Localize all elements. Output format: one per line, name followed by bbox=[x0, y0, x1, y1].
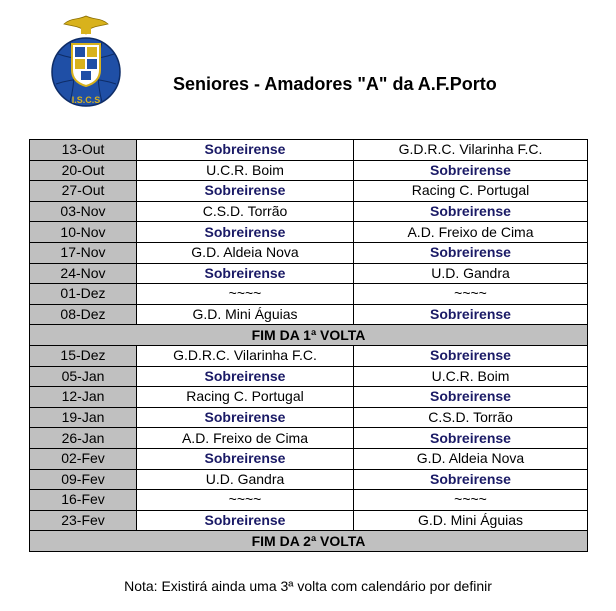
fixture-row bbox=[30, 387, 588, 408]
round-separator-label: FIM DA 1ª VOLTA bbox=[30, 325, 588, 346]
home-team: ~~~~ bbox=[137, 284, 354, 305]
fixture-date: 09-Fev bbox=[30, 469, 137, 490]
fixture-row bbox=[30, 263, 588, 284]
round-separator-row bbox=[30, 325, 588, 346]
fixture-row bbox=[30, 201, 588, 222]
home-team: U.C.R. Boim bbox=[137, 160, 354, 181]
away-team: Sobreirense bbox=[354, 387, 588, 408]
home-team: Sobreirense bbox=[137, 222, 354, 243]
fixture-row bbox=[30, 160, 588, 181]
fixture-date: 13-Out bbox=[30, 140, 137, 161]
fixture-row bbox=[30, 407, 588, 428]
fixture-date: 01-Dez bbox=[30, 284, 137, 305]
fixture-date: 27-Out bbox=[30, 181, 137, 202]
home-team: G.D.R.C. Vilarinha F.C. bbox=[137, 345, 354, 366]
fixture-date: 12-Jan bbox=[30, 387, 137, 408]
logo-lettering: I.S.C.S bbox=[71, 95, 101, 105]
fixture-date: 08-Dez bbox=[30, 304, 137, 325]
away-team: Sobreirense bbox=[354, 242, 588, 263]
home-team: G.D. Aldeia Nova bbox=[137, 242, 354, 263]
home-team: C.S.D. Torrão bbox=[137, 201, 354, 222]
fixture-date: 23-Fev bbox=[30, 510, 137, 531]
fixture-row bbox=[30, 304, 588, 325]
fixture-row bbox=[30, 448, 588, 469]
away-team: C.S.D. Torrão bbox=[354, 407, 588, 428]
fixture-date: 02-Fev bbox=[30, 448, 137, 469]
away-team: G.D. Mini Águias bbox=[354, 510, 588, 531]
away-team: U.D. Gandra bbox=[354, 263, 588, 284]
away-team: G.D.R.C. Vilarinha F.C. bbox=[354, 140, 588, 161]
away-team: ~~~~ bbox=[354, 490, 588, 511]
fixture-date: 16-Fev bbox=[30, 490, 137, 511]
home-team: U.D. Gandra bbox=[137, 469, 354, 490]
away-team: Sobreirense bbox=[354, 469, 588, 490]
fixture-row bbox=[30, 181, 588, 202]
away-team: ~~~~ bbox=[354, 284, 588, 305]
fixture-row bbox=[30, 366, 588, 387]
fixture-row bbox=[30, 284, 588, 305]
fixture-date: 19-Jan bbox=[30, 407, 137, 428]
fixture-row bbox=[30, 140, 588, 161]
home-team: Sobreirense bbox=[137, 140, 354, 161]
fixture-row bbox=[30, 345, 588, 366]
fixture-row bbox=[30, 242, 588, 263]
home-team: Sobreirense bbox=[137, 366, 354, 387]
fixture-row bbox=[30, 490, 588, 511]
home-team: Racing C. Portugal bbox=[137, 387, 354, 408]
club-logo bbox=[48, 14, 124, 108]
home-team: A.D. Freixo de Cima bbox=[137, 428, 354, 449]
away-team: A.D. Freixo de Cima bbox=[354, 222, 588, 243]
fixture-row bbox=[30, 469, 588, 490]
fixture-date: 24-Nov bbox=[30, 263, 137, 284]
fixture-row bbox=[30, 510, 588, 531]
home-team: Sobreirense bbox=[137, 263, 354, 284]
fixtures-body bbox=[30, 140, 588, 552]
round-separator-row bbox=[30, 531, 588, 552]
home-team: Sobreirense bbox=[137, 448, 354, 469]
fixture-row bbox=[30, 428, 588, 449]
home-team: Sobreirense bbox=[137, 510, 354, 531]
fixture-date: 15-Dez bbox=[30, 345, 137, 366]
away-team: G.D. Aldeia Nova bbox=[354, 448, 588, 469]
home-team: Sobreirense bbox=[137, 407, 354, 428]
round-separator-label: FIM DA 2ª VOLTA bbox=[30, 531, 588, 552]
away-team: Sobreirense bbox=[354, 345, 588, 366]
away-team: Sobreirense bbox=[354, 304, 588, 325]
away-team: Sobreirense bbox=[354, 428, 588, 449]
fixture-date: 20-Out bbox=[30, 160, 137, 181]
away-team: Sobreirense bbox=[354, 160, 588, 181]
home-team: ~~~~ bbox=[137, 490, 354, 511]
fixture-date: 10-Nov bbox=[30, 222, 137, 243]
away-team: Racing C. Portugal bbox=[354, 181, 588, 202]
home-team: Sobreirense bbox=[137, 181, 354, 202]
fixture-date: 03-Nov bbox=[30, 201, 137, 222]
away-team: Sobreirense bbox=[354, 201, 588, 222]
away-team: U.C.R. Boim bbox=[354, 366, 588, 387]
fixture-date: 05-Jan bbox=[30, 366, 137, 387]
footnote: Nota: Existirá ainda uma 3ª volta com calendário por definir bbox=[124, 578, 492, 594]
fixture-date: 26-Jan bbox=[30, 428, 137, 449]
page-title: Seniores - Amadores "A" da A.F.Porto bbox=[173, 74, 497, 94]
fixture-date: 17-Nov bbox=[30, 242, 137, 263]
fixture-row bbox=[30, 222, 588, 243]
fixtures-table bbox=[29, 139, 588, 552]
home-team: G.D. Mini Águias bbox=[137, 304, 354, 325]
